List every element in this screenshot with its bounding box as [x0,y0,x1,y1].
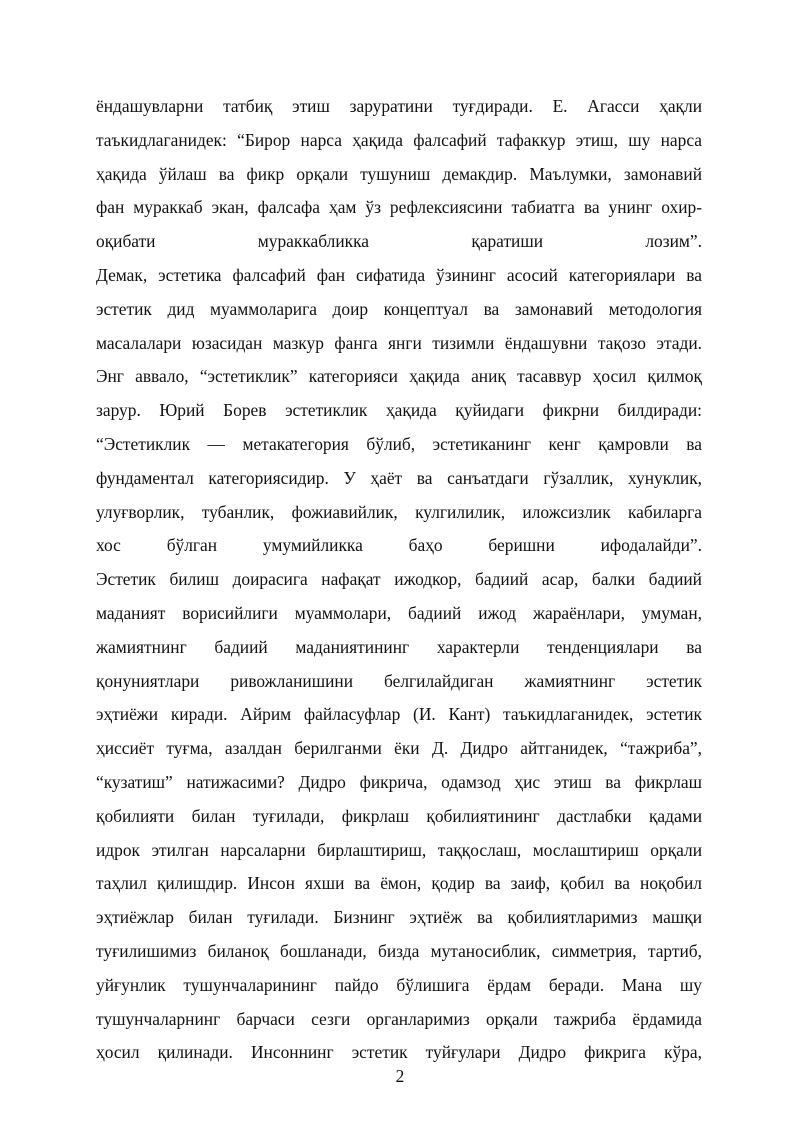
text-line: хос бўлган умумийликка баҳо беришни ифодалайди”. [96,535,702,556]
text-line: улуғворлик, тубанлик, фожиавийлик, кулгилилик, иложсизлик кабиларга [96,501,702,522]
text-line: масалалари юзасидан мазкур фанга янги тизимли ёндашувни тақозо этади. [96,332,702,353]
text-line: қобилияти билан туғилади, фикрлаш қобилиятининг дастлабки қадами [96,805,702,826]
text-line: ёндашувларни татбиқ этиш заруратини туғдиради. Е. Агасси ҳақли [96,96,702,116]
text-line: ҳосил қилинади. Инсоннинг эстетик туйғулари Дидро фикрига кўра, [96,1042,702,1063]
text-line: қонуниятлари ривожланишини белгилайдиган жамиятнинг эстетик [96,670,702,691]
text-line: “Эстетиклик — метакатегория бўлиб, эстетиканинг кенг қамровли ва [96,433,702,454]
text-line: Эстетик билиш доирасига нафақат ижодкор, бадиий асар, балки бадиий [96,569,702,590]
text-line: ҳиссиёт туғма, азалдан берилганми ёки Д. Дидро айтганидек, “тажриба”, [96,738,702,759]
text-line: таъкидлаганидек: “Бирор нарса ҳақида фалсафий тафаккур этиш, шу нарса [96,129,702,150]
page-number: 2 [395,1066,405,1086]
text-line: эҳтиёжлар билан туғилади. Бизнинг эҳтиёж ва қобилиятларимиз машқи [96,907,702,928]
text-line: ҳақида ўйлаш ва фикр орқали тушуниш демакдир. Маълумки, замонавий [96,163,702,184]
text-line: “кузатиш” натижасими? Дидро фикрича, одамзод ҳис этиш ва фикрлаш [96,771,702,792]
text-line: фан мураккаб экан, фалсафа ҳам ўз рефлексиясини табиатга ва унинг охир- [96,197,702,218]
text-line: эстетик дид муаммоларига доир концептуал ва замонавий методология [96,298,702,319]
text-line: Энг аввало, “эстетиклик” категорияси ҳақида аниқ тасаввур ҳосил қилмоқ [96,366,702,387]
text-line: маданият ворисийлиги муаммолари, бадиий ижод жараёнлари, умуман, [96,602,702,623]
text-line: эҳтиёжи киради. Айрим файласуфлар (И. Кант) таъкидлаганидек, эстетик [96,704,702,725]
text-line: зарур. Юрий Борев эстетиклик ҳақида қуйидаги фикрни билдиради: [96,400,702,421]
text-line: тушунчаларнинг барчаси сезги органларимиз орқали тажриба ёрдамида [96,1008,702,1029]
text-line: идрок этилган нарсаларни бирлаштириш, таққослаш, мослаштириш орқали [96,839,702,860]
text-line: уйғунлик тушунчаларининг пайдо бўлишига ёрдам беради. Мана шу [96,974,702,995]
text-line: туғилишимиз биланоқ бошланади, бизда мутаносиблик, симметрия, тартиб, [96,940,702,961]
text-line: фундаментал категориясидир. У ҳаёт ва санъатдаги гўзаллик, хунуклик, [96,467,702,488]
text-line: таҳлил қилишдир. Инсон яхши ва ёмон, қодир ва заиф, қобил ва ноқобил [96,873,702,894]
text-line: оқибати мураккабликка қаратиши лозим”. [96,231,702,252]
text-line: жамиятнинг бадиий маданиятининг характерли тенденциялари ва [96,636,702,657]
text-line: Демак, эстетика фалсафий фан сифатида ўзининг асосий категориялари ва [96,264,702,285]
body-text [96,90,702,1070]
